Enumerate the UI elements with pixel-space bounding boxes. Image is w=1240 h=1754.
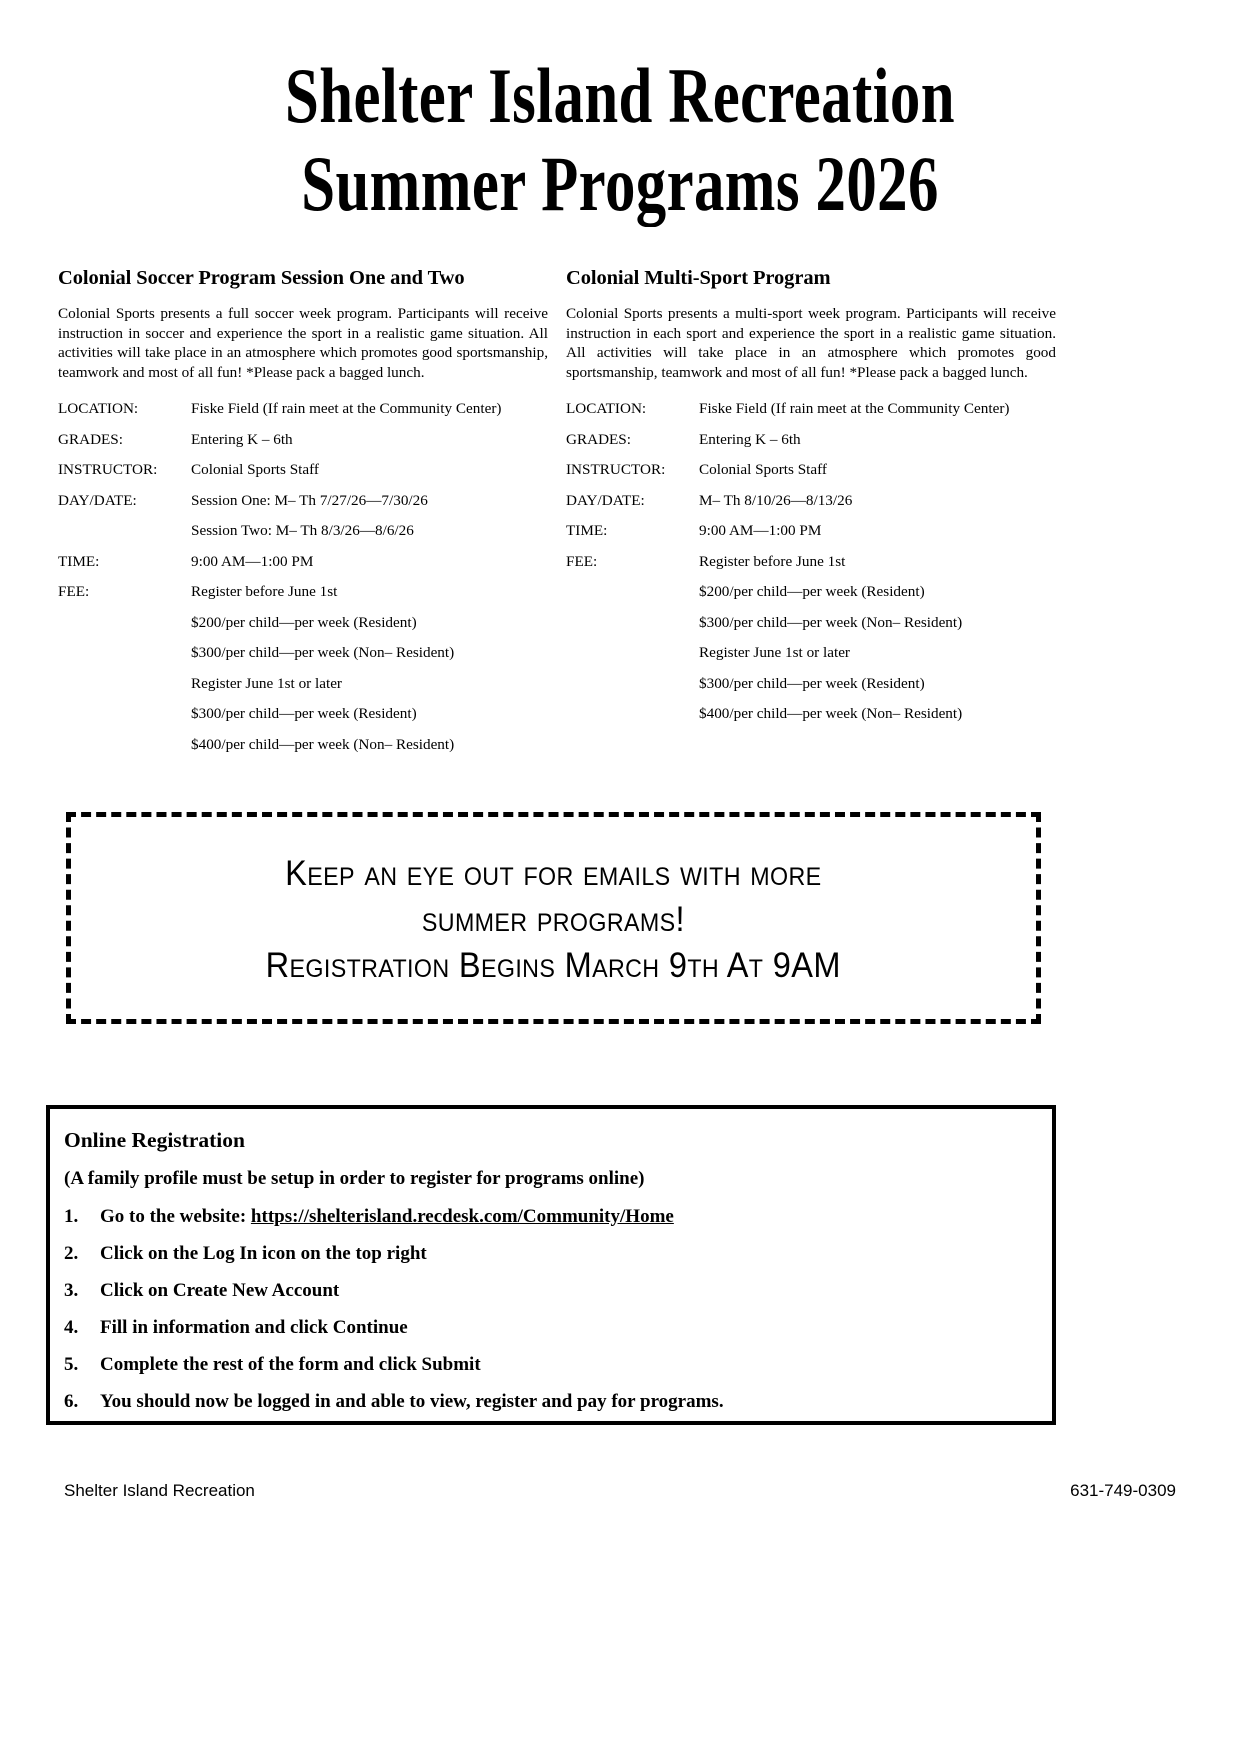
registration-step [64, 1279, 1030, 1303]
program-detail-value: Entering K – 6th [699, 430, 801, 448]
program-detail-row [58, 675, 548, 693]
program-detail-row [58, 644, 548, 662]
step-text: Fill in information and click Continue [100, 1317, 408, 1338]
program-description: Colonial Sports presents a multi-sport week program. Participants will receive instruction in each sport and experience the sport in a realistic game situation. All activities will take place in an atmosphere which promotes good sportsmanship, teamwork and most of all fun! *Please pack a bagged lunch. [566, 305, 1056, 381]
program-detail-label: GRADES: [58, 430, 123, 448]
footer-phone: 631-749-0309 [1070, 1481, 1176, 1500]
step-text: Go to the website: https://shelterisland.recdesk.com/Community/Home [100, 1206, 674, 1227]
program-detail-value: $400/per child—​per week (Non– Resident) [699, 705, 963, 723]
program-detail-value: Fiske Field (If rain meet at the Community Center) [699, 400, 1010, 418]
announcement-banner [66, 812, 1041, 1024]
program-detail-value: Colonial Sports Staff [191, 461, 319, 479]
banner-line-3: Registration Begins March 9th At 9AM [265, 946, 842, 985]
program-detail-row [566, 461, 1056, 479]
program-detail-row [58, 736, 548, 754]
registration-step [64, 1353, 1030, 1377]
registration-step [64, 1390, 1030, 1414]
program-detail-value: $300/per child—​per week (Resident) [191, 705, 417, 723]
program-detail-value: $300/per child—​per week (Non– Resident) [191, 644, 455, 662]
program-detail-label: TIME: [566, 522, 608, 540]
program-details [566, 400, 1056, 723]
step-text: Complete the rest of the form and click Submit [100, 1354, 481, 1375]
program-detail-row [58, 492, 548, 510]
program-detail-label: LOCATION: [566, 400, 647, 418]
step-number: 3. [64, 1280, 79, 1301]
program-detail-row [566, 675, 1056, 693]
program-detail-label: FEE: [566, 552, 598, 570]
program-detail-value: $200/per child—​per week (Resident) [699, 583, 925, 601]
program-detail-row [58, 553, 548, 571]
program-detail-row [566, 705, 1056, 723]
program-detail-label: DAY/DATE: [566, 491, 645, 509]
banner-line-1: Keep an eye out for emails with more [285, 854, 822, 893]
program-detail-value: Colonial Sports Staff [699, 461, 827, 479]
page-title [60, 52, 1180, 228]
registration-step [64, 1316, 1030, 1340]
registration-subtitle: (A family profile must be setup in order to register for programs online) [64, 1168, 645, 1189]
program-detail-value: Register before June 1st [699, 552, 846, 570]
online-registration-box [46, 1105, 1056, 1425]
step-text: You should now be logged in and able to view, register and pay for programs. [100, 1391, 724, 1412]
program-detail-value: $300/per child—​per week (Resident) [699, 674, 925, 692]
program-detail-row [58, 431, 548, 449]
step-number: 5. [64, 1354, 79, 1375]
program-detail-label: GRADES: [566, 430, 631, 448]
program-heading: Colonial Multi-Sport Program [566, 267, 831, 289]
registration-steps [64, 1205, 1030, 1414]
program-detail-label: INSTRUCTOR: [58, 461, 158, 479]
program-detail-value: Register June 1st or later [699, 644, 850, 662]
program-detail-row [58, 705, 548, 723]
program-heading: Colonial Soccer Program Session One and Two [58, 267, 465, 289]
program-detail-label: FEE: [58, 583, 90, 601]
program-detail-value: $200/per child—​per week (Resident) [191, 613, 417, 631]
program-detail-row [566, 400, 1056, 418]
program-detail-value: Register before June 1st [191, 583, 338, 601]
program-column-multisport [566, 266, 1056, 766]
program-detail-row [58, 614, 548, 632]
step-number: 6. [64, 1391, 79, 1412]
footer-organization: Shelter Island Recreation [64, 1481, 255, 1500]
program-detail-value: Session One: M– Th 7/27/26—​7/30/26 [191, 491, 428, 509]
step-number: 4. [64, 1317, 79, 1338]
program-details [58, 400, 548, 754]
program-detail-label: LOCATION: [58, 400, 139, 418]
step-text: Click on Create New Account [100, 1280, 340, 1301]
program-detail-value: Session Two: M– Th 8/3/26—​8/6/26 [191, 522, 414, 540]
program-detail-value: 9:00 AM—​1:00 PM [699, 522, 822, 540]
step-text: Click on the Log In icon on the top right [100, 1243, 427, 1264]
program-detail-row [566, 583, 1056, 601]
program-detail-row [58, 461, 548, 479]
program-detail-label: INSTRUCTOR: [566, 461, 666, 479]
program-detail-value: Entering K – 6th [191, 430, 293, 448]
program-columns [58, 266, 1182, 766]
program-detail-value: 9:00 AM—​1:00 PM [191, 552, 314, 570]
program-detail-value: Register June 1st or later [191, 674, 342, 692]
program-detail-value: M– Th 8/10/26—​8/13/26 [699, 491, 853, 509]
program-detail-row [566, 492, 1056, 510]
program-detail-row [566, 431, 1056, 449]
program-detail-label: DAY/DATE: [58, 491, 137, 509]
registration-url-link[interactable]: https://shelterisland.recdesk.com/Community/Home [250, 1206, 674, 1227]
title-line-1: Shelter Island Recreation [285, 52, 955, 139]
program-detail-label: TIME: [58, 552, 100, 570]
program-detail-row [58, 400, 548, 418]
registration-step [64, 1205, 1030, 1229]
program-detail-row [566, 553, 1056, 571]
program-detail-value: Fiske Field (If rain meet at the Community Center) [191, 400, 502, 418]
program-description: Colonial Sports presents a full soccer week program. Participants will receive instruction in soccer and experience the sport in a realistic game situation. All activities will take place in an atmosphere which promotes good sportsmanship, teamwork and most of all fun! *Please pack a bagged lunch. [58, 305, 548, 381]
step-number: 1. [64, 1206, 79, 1227]
program-detail-row [58, 522, 548, 540]
registration-step [64, 1242, 1030, 1266]
program-detail-row [566, 522, 1056, 540]
banner-line-2: summer programs! [421, 900, 686, 939]
program-detail-row [566, 614, 1056, 632]
program-detail-row [566, 644, 1056, 662]
program-column-soccer [58, 266, 548, 766]
page-footer [64, 1480, 1176, 1502]
program-detail-row [58, 583, 548, 601]
program-detail-value: $400/per child—​per week (Non– Resident) [191, 735, 455, 753]
title-line-2: Summer Programs 2026 [301, 140, 939, 227]
program-detail-value: $300/per child—​per week (Non– Resident) [699, 613, 963, 631]
registration-title: Online Registration [64, 1128, 245, 1152]
step-number: 2. [64, 1243, 79, 1264]
